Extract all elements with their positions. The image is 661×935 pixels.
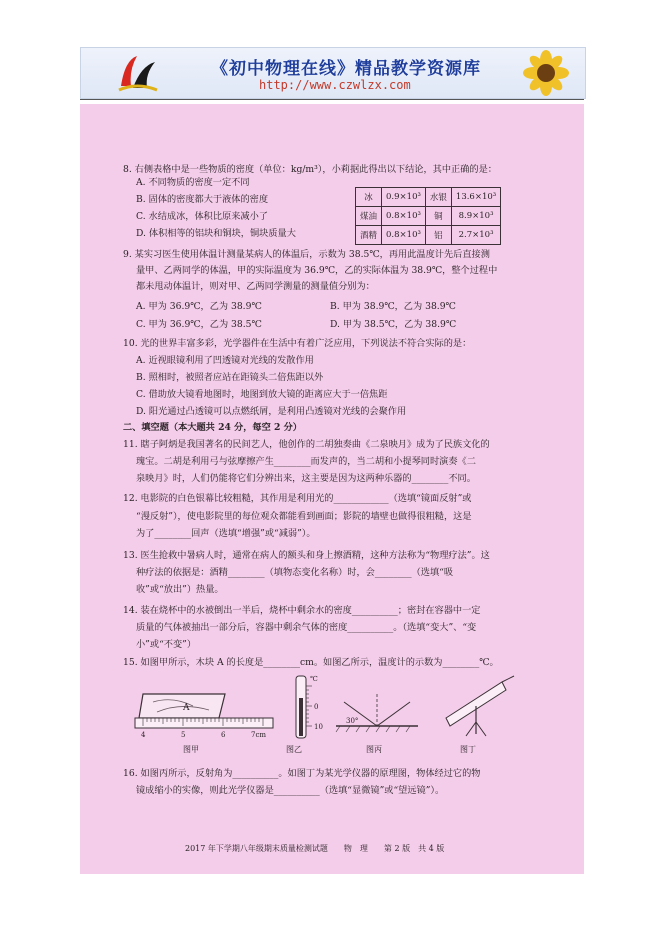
q10-option-d: D. 阳光通过凸透镜可以点燃纸屑，是利用凸透镜对光线的会聚作用 (136, 406, 407, 417)
q14-line-3: 小”或“不变”） (136, 639, 197, 650)
figure-reflection (332, 690, 422, 742)
density-table (355, 187, 501, 245)
q10-option-b: B. 照相时，被照者应站在距镜头二倍焦距以外 (136, 372, 324, 383)
table-row (356, 188, 501, 207)
q14-line-2: 质量的气体被抽出一部分后，容器中剩余气体的密度__________。（选填“变大”、“变 (136, 622, 477, 633)
q8-stem: 8. 右侧表格中是一些物质的密度（单位：kg/m³），小莉据此得出以下结论，其中正确的是： (123, 164, 497, 175)
q12-line-2: “漫反射”），使电影院里的每位观众都能看到画面；影院的墙壁也做得很粗糙，这是 (136, 511, 472, 522)
q11-line-2: 瑰宝。二胡是利用弓与弦摩擦产生________而发声的，当二胡和小提琴同时演奏《二 (136, 456, 476, 467)
table-cell: 0.9×10³ (382, 188, 426, 207)
logo-icon (115, 52, 159, 94)
caption-figure-ding: 图丁 (460, 745, 476, 754)
q12-line-1: 12. 电影院的白色银幕比较粗糙，其作用是利用光的____________（选填“镜面反射”或 (123, 493, 472, 504)
figure-ruler (133, 688, 275, 740)
block-label: A (183, 703, 190, 713)
q12-line-3: 为了________回声（选填“增强”或“减弱”）。 (136, 528, 316, 539)
table-cell: 0.8×10³ (382, 226, 426, 245)
q10-option-a: A. 近视眼镜利用了凹透镜对光线的发散作用 (136, 355, 314, 366)
q9-option-d: D. 甲为 38.5℃，乙为 38.9℃ (330, 319, 457, 330)
ruler-tick-label: 5 (181, 731, 186, 739)
q16-line-2: 镜成缩小的实像，则此光学仪器是__________（选填“显微镜”或“望远镜”）。 (136, 785, 445, 796)
q16-line-1: 16. 如图丙所示，反射角为__________。如图丁为某光学仪器的原理图，物体经过它的物 (123, 768, 481, 779)
header-rule (80, 99, 584, 100)
q13-line-2: 种疗法的依据是：酒精________（填物态变化名称）时，会________（选填“吸 (136, 567, 454, 578)
banner-url[interactable]: http://www.czwlzx.com (259, 78, 411, 92)
thermo-tick-label: 0 (314, 703, 319, 711)
q15-line-1: 15. 如图甲所示，木块 A 的长度是________cm。如图乙所示，温度计的示数为________℃。 (123, 657, 499, 668)
ruler-tick-label: 6 (221, 731, 226, 739)
q9-line-1: 9. 某实习医生使用体温计测量某病人的体温后，示数为 38.5℃，再用此温度计先后直接测 (123, 249, 490, 260)
table-cell: 煤油 (356, 207, 382, 226)
q8-option-b: B. 固体的密度都大于液体的密度 (136, 194, 269, 205)
thermo-unit: ℃ (310, 675, 318, 683)
q10-option-c: C. 借助放大镜看地图时，地图到放大镜的距离应大于一倍焦距 (136, 389, 388, 400)
table-cell: 铜 (425, 207, 451, 226)
table-cell: 13.6×10³ (451, 188, 500, 207)
q9-line-2: 量甲、乙两同学的体温，甲的实际温度为 36.9℃，乙的实际体温为 38.9℃，整个过程中 (136, 265, 498, 276)
reflected-ray (377, 702, 410, 726)
q13-line-1: 13. 医生抢救中暑病人时，通常在病人的额头和身上擦酒精，这种方法称为“物理疗法”。这 (123, 550, 490, 561)
ruler-tick-label: 4 (141, 731, 146, 739)
q9-option-a: A. 甲为 36.9℃，乙为 38.9℃ (136, 301, 262, 312)
figure-thermometer (286, 672, 326, 742)
caption-figure-bing: 图丙 (366, 745, 382, 754)
q8-option-c: C. 水结成冰，体积比原来减小了 (136, 211, 268, 222)
caption-figure-jia: 图甲 (183, 745, 199, 754)
table-cell: 铝 (425, 226, 451, 245)
table-cell: 2.7×10³ (451, 226, 500, 245)
table-row (356, 207, 501, 226)
q11-line-1: 11. 瞎子阿炳是我国著名的民间艺人，他创作的二胡独奏曲《二泉映月》成为了民族文化的 (123, 439, 490, 450)
angle-label: 30° (346, 717, 359, 725)
figure-telescope (436, 672, 516, 742)
wood-block-a (139, 694, 225, 718)
q13-line-3: 收”或“放出”）热量。 (136, 584, 224, 595)
q9-option-b: B. 甲为 38.9℃，乙为 38.9℃ (330, 301, 456, 312)
table-cell: 0.8×10³ (382, 207, 426, 226)
page-footer: 2017 年下学期八年级期末质量检测试题 物 理 第 2 版 共 4 版 (185, 844, 445, 853)
table-row (356, 226, 501, 245)
banner-title: 《初中物理在线》精品教学资源库 (211, 59, 481, 79)
section-heading-fill-in: 二、填空题（本大题共 24 分，每空 2 分） (123, 422, 302, 433)
q9-option-c: C. 甲为 36.9℃，乙为 38.5℃ (136, 319, 262, 330)
table-cell: 8.9×10³ (451, 207, 500, 226)
mercury-column (299, 698, 303, 736)
ruler-tick-label: 7cm (251, 731, 267, 739)
q11-line-3: 泉映月》时，人们仍能将它们分辨出来，这主要是因为这两种乐器的________不同。 (136, 473, 476, 484)
q10-line-1: 10. 光的世界丰富多彩，光学器件在生活中有着广泛应用，下列说法不符合实际的是： (123, 338, 472, 349)
table-cell: 冰 (356, 188, 382, 207)
q9-line-3: 都未甩动体温计，则对甲、乙两同学测量的测量值分别为： (136, 281, 375, 292)
thermo-tick-label: 10 (314, 723, 323, 731)
q14-line-1: 14. 装在烧杯中的水被倒出一半后，烧杯中剩余水的密度__________；密封在容器中一定 (123, 605, 481, 616)
q8-option-a: A. 不同物质的密度一定不同 (136, 177, 250, 188)
caption-figure-yi: 图乙 (286, 745, 302, 754)
header-banner (80, 47, 586, 99)
table-cell: 水银 (425, 188, 451, 207)
sunflower-icon (513, 50, 579, 96)
q8-option-d: D. 体积相等的铝块和铜块，铜块质量大 (136, 228, 296, 239)
table-cell: 酒精 (356, 226, 382, 245)
